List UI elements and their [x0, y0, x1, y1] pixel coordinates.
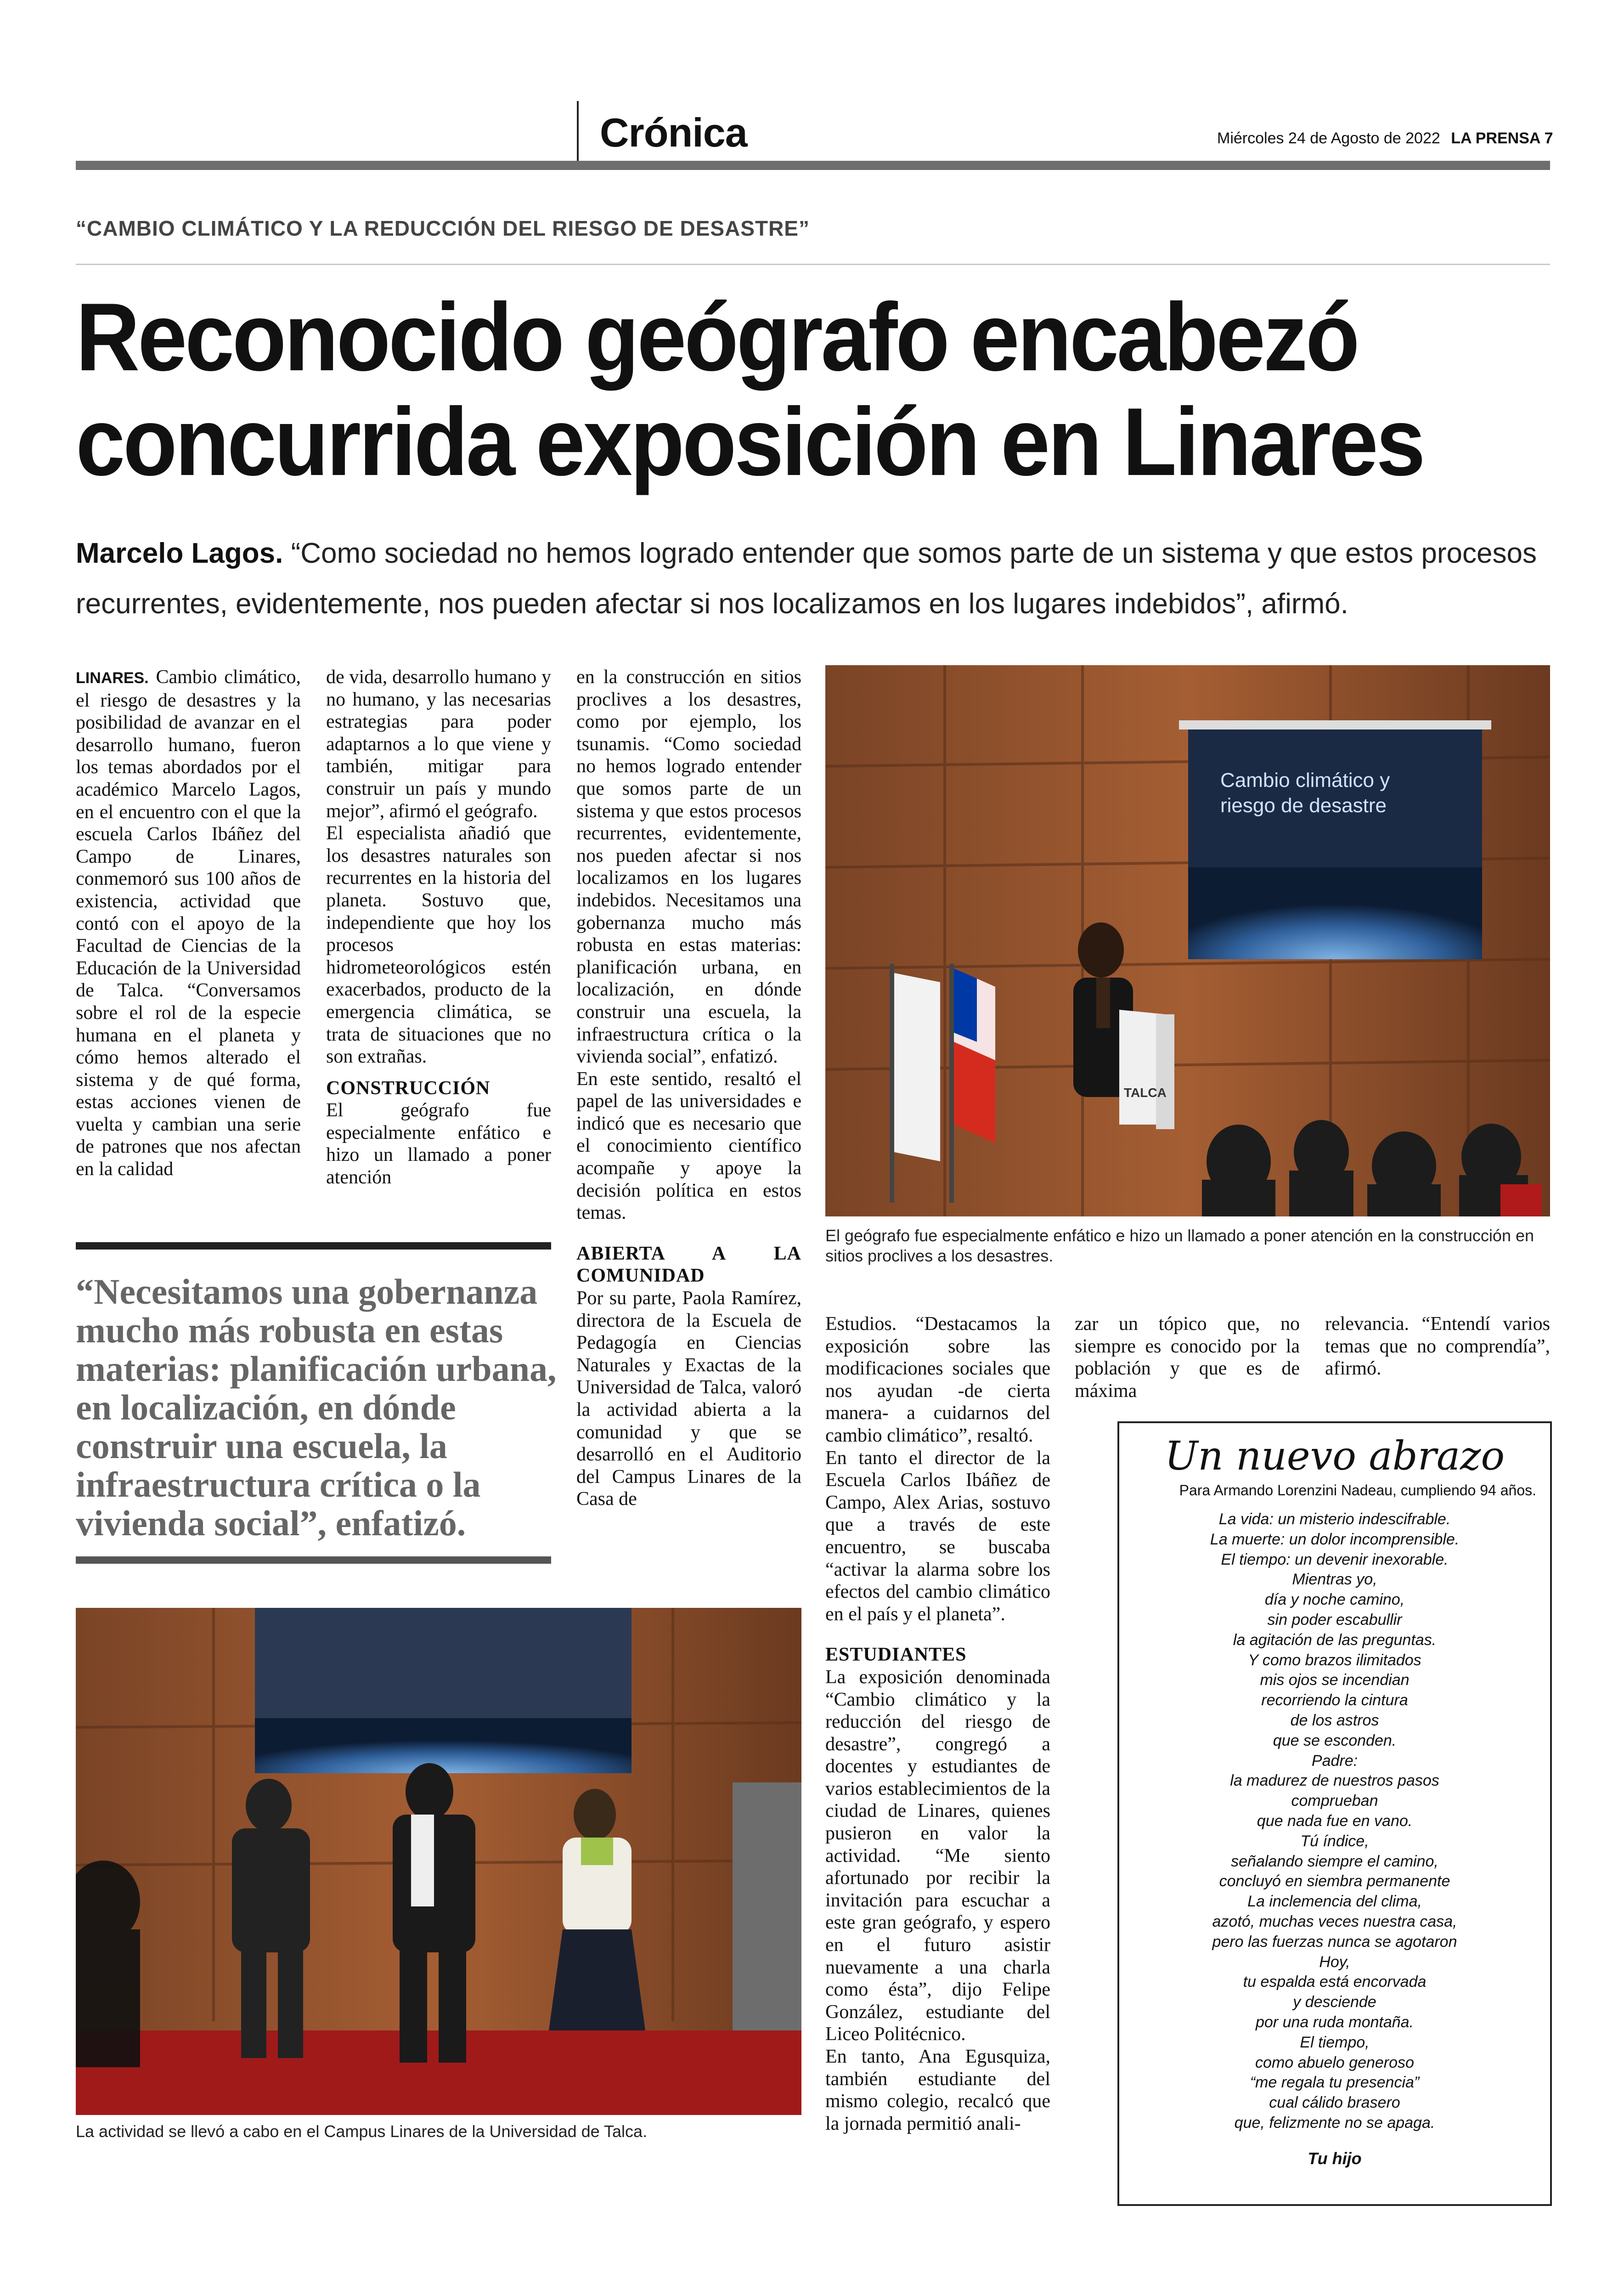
pullquote-top-bar: [76, 1242, 551, 1250]
body-col5-text: zar un tópico que, no siempre es conocido por la población y que es de máxima: [1075, 1313, 1300, 1402]
poem-line: El tiempo,: [1300, 2033, 1370, 2051]
poem-line: de los astros: [1290, 1711, 1379, 1729]
headline-line-1: Reconocido geógrafo encabezó: [76, 283, 1358, 391]
poem-title: Un nuevo abrazo: [1164, 1433, 1505, 1479]
photo-speaker: [825, 665, 1550, 1216]
poem-lines: [1119, 1510, 1550, 2133]
poem-line: la agitación de las preguntas.: [1233, 1631, 1437, 1649]
subhead-construccion: CONSTRUCCIÓN: [326, 1077, 491, 1099]
poem-line: La inclemencia del clima,: [1247, 1893, 1422, 1911]
poem-line: por una ruda montaña.: [1255, 2013, 1414, 2031]
poem-line: comprueban: [1291, 1792, 1378, 1810]
body-col6-text: relevancia. “Entendí varios temas que no comprendía”, afirmó.: [1325, 1313, 1550, 1380]
poem-line: cual cálido brasero: [1269, 2094, 1400, 2112]
body-col4-para-2: En tanto el director de la Escuela Carlos Ibáñez de Campo, Alex Arias, sostuvo que a través de este encuentro, se buscaba “activar la alarma sobre los efectos del cambio climático en el país y el planeta”.: [825, 1447, 1050, 1625]
photo-speaker-caption: El geógrafo fue especialmente enfático e hizo un llamado a poner atención en la construcción en sitios proclives a los desastres.: [825, 1226, 1534, 1265]
body-column-1: [76, 666, 301, 1181]
poem-line: que, felizmente no se apaga.: [1234, 2114, 1435, 2132]
poem-line: Y como brazos ilimitados: [1248, 1651, 1421, 1669]
body-col2-para-2: El especialista añadió que los desastres naturales son recurrentes en la historia del planeta. Sostuvo que, independiente que hoy los procesos hidrometeorológicos estén exacerbados, producto de la emergencia climática, se trata de situaciones que no son extrañas.: [326, 823, 551, 1068]
photo-award-caption: La actividad se llevó a cabo en el Campus Linares de la Universidad de Talca.: [76, 2122, 648, 2141]
slide-title-1: Cambio climático y: [1220, 769, 1390, 792]
body-col4-para-4: En tanto, Ana Egusquiza, también estudiante del mismo colegio, recalcó que la jornada permitió anali-: [825, 2046, 1050, 2134]
poem-line: como abuelo generoso: [1255, 2053, 1414, 2071]
body-column-5: [1075, 1313, 1300, 1402]
poem-line: que nada fue en vano.: [1257, 1812, 1413, 1830]
kicker: “CAMBIO CLIMÁTICO Y LA REDUCCIÓN DEL RIESGO DE DESASTRE”: [76, 216, 810, 240]
body-column-4: [825, 1313, 1050, 2135]
body-col4-para-1: Estudios. “Destacamos la exposición sobre las modificaciones sociales que nos ayudan -de cierta manera- a cuidarnos del cambio climático”, resaltó.: [825, 1313, 1050, 1446]
body-column-6: [1325, 1313, 1550, 1380]
poem-line: señalando siempre el camino,: [1231, 1852, 1438, 1870]
body-col3-para-1: en la construcción en sitios proclives a los desastres, como por ejemplo, los tsunamis. “Como sociedad no hemos logrado entender que somos parte de un sistema y que estos procesos recurrentes, evidentemente, nos pueden afectar si nos localizamos en los lugares indebidos. Necesitamos una gobernanza mucho más robusta en estas materias: planificación urbana, en localización, en dónde construir una escuela, la infraestructura crítica o la vivienda social”, enfatizó.: [576, 667, 801, 1068]
poem-line: tu espalda está encorvada: [1243, 1973, 1427, 1991]
poem-line: La muerte: un dolor incomprensible.: [1210, 1530, 1460, 1548]
paper-page: LA PRENSA 7: [1451, 130, 1553, 147]
header-divider: [577, 101, 579, 161]
kicker-rule: [76, 264, 1550, 265]
headline-line-2: concurrida exposición en Linares: [76, 388, 1424, 496]
poem-line: “me regala tu presencia”: [1250, 2074, 1420, 2092]
lead-name: Marcelo Lagos.: [76, 537, 283, 569]
body-col2-para-3: El geógrafo fue especialmente enfático e hizo un llamado a poner atención: [326, 1100, 551, 1188]
body-col4-para-3: La exposición denominada “Cambio climático y la reducción del riesgo de desastre”, congregó a docentes y estudiantes de varios establecimientos de la ciudad de Linares, quienes pusieron en valor la actividad. “Me siento afortunado por recibir la invitación para escuchar a este gran geógrafo, y espero en el futuro asistir nuevamente a una charla como ésta”, dijo Felipe González, estudiante del Liceo Politécnico.: [825, 1666, 1050, 2045]
issue-date: Miércoles 24 de Agosto de 2022: [1217, 130, 1440, 147]
body-col3-para-2: En este sentido, resaltó el papel de las universidades e indicó que es necesario que el conocimiento científico acompañe y apoye la decisión política en estos temas.: [576, 1068, 801, 1224]
section-name: Crónica: [600, 110, 747, 155]
podium-label: TALCA: [1124, 1086, 1167, 1100]
slide-title-2: riesgo de desastre: [1220, 794, 1387, 817]
lead-text: “Como sociedad no hemos logrado entender que somos parte de un sistema y que estos procesos recurrentes, evidentemente, nos pueden afectar si nos localizamos en los lugares indebidos”, afirmó.: [76, 537, 1537, 620]
poem-line: Tú índice,: [1300, 1832, 1369, 1850]
body-column-2: [326, 666, 551, 1189]
poem-line: Hoy,: [1319, 1953, 1350, 1971]
body-col1-text: Cambio climático, el riesgo de desastres y la posibilidad de avanzar en el desarrollo humano, fueron los temas abordados por el académico Marcelo Lagos, en el encuentro con el que la escuela Carlos Ibáñez del Campo de Linares, conmemoró sus 100 años de existencia, actividad que contó con el apoyo de la Facultad de Ciencias de la Educación de la Universidad de Talca. “Conversamos sobre el rol de la especie humana en el planeta y cómo hemos alterado el sistema y de qué forma, estas acciones vienen de vuelta y cambian una serie de patrones que nos afectan en la calidad: [76, 667, 301, 1180]
body-col2-para-1: de vida, desarrollo humano y no humano, y las necesarias estrategias para poder adaptarnos a lo que viene y también, mitigar para construir un país y mundo mejor”, afirmó el geógrafo.: [326, 667, 551, 822]
lead-paragraph: [76, 528, 1568, 629]
poem-line: mis ojos se incendian: [1260, 1671, 1410, 1689]
body-column-3: [576, 666, 801, 1510]
subhead-abierta: ABIERTA A LA COMUNIDAD: [576, 1243, 801, 1287]
poem-line: sin poder escabullir: [1267, 1611, 1402, 1629]
poem-line: día y noche camino,: [1264, 1591, 1405, 1609]
poem-line: que se esconden.: [1273, 1731, 1397, 1749]
dateline-city: LINARES.: [76, 669, 149, 687]
poem-line: la madurez de nuestros pasos: [1230, 1772, 1439, 1790]
photo-award: [76, 1608, 801, 2115]
pullquote-bottom-bar: [76, 1556, 551, 1564]
poem-box: [1117, 1421, 1552, 2206]
poem-line: recorriendo la cintura: [1261, 1691, 1408, 1709]
poem-line: pero las fuerzas nunca se agotaron: [1212, 1933, 1457, 1951]
header-bar: [76, 161, 1550, 170]
poem-line: El tiempo: un devenir inexorable.: [1221, 1550, 1449, 1568]
body-col3-para-3: Por su parte, Paola Ramírez, directora de la Escuela de Pedagogía en Ciencias Naturales y Exactas de la Universidad de Talca, valoró la actividad abierta a la comunidad y que se desarrolló en el Auditorio del Campus Linares de la Casa de: [576, 1288, 801, 1510]
headline: [76, 285, 1445, 494]
poem-line: concluyó en siembra permanente: [1219, 1872, 1450, 1890]
poem-dedication: Para Armando Lorenzini Nadeau, cumpliendo 94 años.: [1179, 1482, 1536, 1499]
poem-line: La vida: un misterio indescifrable.: [1218, 1510, 1451, 1528]
photo-award-illustration: [76, 1608, 801, 2115]
pullquote: “Necesitamos una gobernanza mucho más robusta en estas materias: planificación urbana, en localización, en dónde construir una escuela, la infraestructura crítica o la vivienda social”, enfatizó.: [76, 1272, 557, 1543]
dateline: [1217, 130, 1553, 147]
poem-line: Mientras yo,: [1292, 1571, 1377, 1589]
poem-line: azotó, muchas veces nuestra casa,: [1212, 1912, 1457, 1930]
poem-line: y desciende: [1293, 1993, 1376, 2011]
photo-speaker-illustration: [825, 665, 1550, 1216]
poem-signature: Tu hijo: [1308, 2149, 1362, 2168]
subhead-estudiantes: ESTUDIANTES: [825, 1644, 967, 1666]
poem-line: Padre:: [1311, 1752, 1358, 1770]
